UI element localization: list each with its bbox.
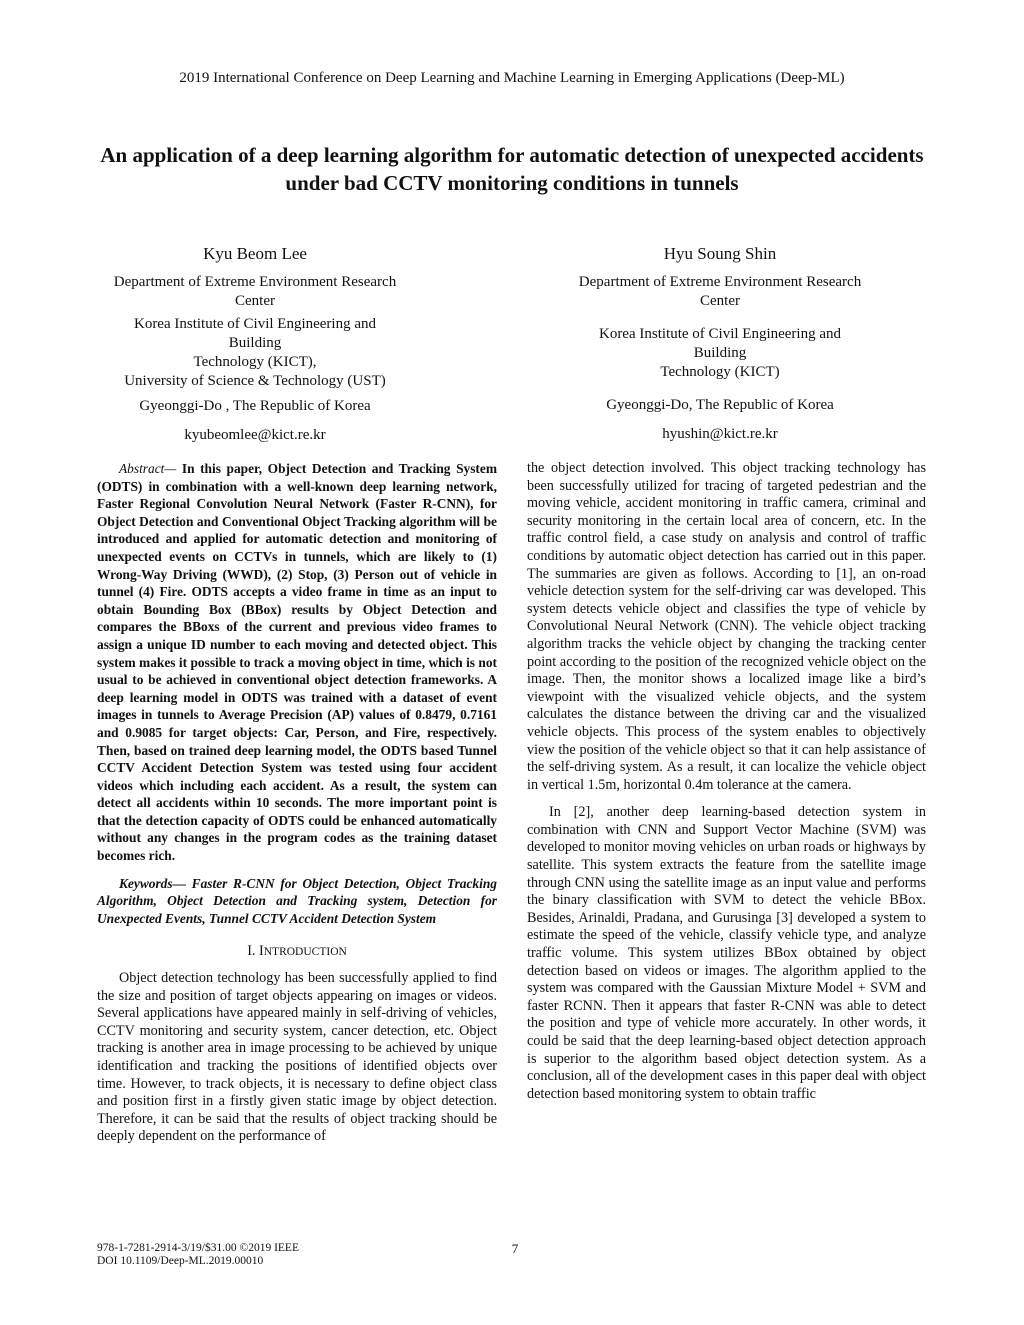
author-institution: Korea Institute of Civil Engineering and Building [133, 316, 377, 351]
author-block-2 [575, 244, 865, 444]
author-name: Hyu Soung Shin [663, 244, 777, 263]
body-paragraph: the object detection involved. This object tracking technology has been successfully utilized for tracing of targeted pedestrian and the moving vehicle, accident monitoring in traffic camera, criminal and security monitoring in the certain local area of concern, etc. In the traffic control field, a case study on analysis and control of traffic conditions by automatic object detection has carried out in this paper. The summaries are given as follows. According to [1], an on-road vehicle detection system for the self-driving car was developed. This system detects vehicle object and classifies the type of vehicle by Convolutional Neural Network (CNN). The vehicle object tracking algorithm tracks the vehicle object by changing the tracking center point according to the position of the recognized vehicle object on the image. Then, the monitor shows a localized image like a bird’s viewpoint with the visualized vehicle objects, and the system calculates the distance between the driving car and the visualized vehicle objects. This process of the system enables to objectively view the position of the vehicle object so that it can help assistance of the self-driving system. As a result, it can localize the vehicle object in vertical 1.5m, horizontal 0.4m tolerance at the camera. [527, 460, 926, 793]
section-heading-introduction [97, 943, 497, 962]
right-column [527, 460, 926, 1103]
keywords-label: Keywords— [119, 875, 186, 891]
intro-paragraph: Object detection technology has been successfully applied to find the size and position of target objects appearing on images or videos. Several applications have appeared mainly in self-driving of vehicles, CCTV monitoring and security system, cancer detection, etc. Object tracking is another area in image processing to be achieved by unique identification and tracking the positions of identified objects over time. However, to track objects, it is necessary to define object class and position first in a firstly given static image by object detection. Therefore, it can be said that the results of object tracking should be deeply dependent on the performance of [97, 970, 497, 1145]
author-location: Gyeonggi-Do , The Republic of Korea [139, 398, 371, 414]
footer-copyright [97, 1242, 397, 1268]
footer-doi[interactable]: DOI 10.1109/Deep-ML.2019.00010 [97, 1255, 264, 1267]
author-location: Gyeonggi-Do, The Republic of Korea [606, 397, 834, 413]
conference-header: 2019 International Conference on Deep Learning and Machine Learning in Emerging Applications (Deep-ML) [179, 70, 845, 86]
author-email[interactable]: hyushin@kict.re.kr [662, 426, 778, 442]
author-institution: Technology (KICT) [660, 364, 780, 380]
page-number: 7 [511, 1241, 519, 1256]
section-title-initial: I [259, 943, 264, 960]
paper-title: An application of a deep learning algorithm for automatic detection of unexpected accidents under bad CCTV monitoring conditions in tunnels [100, 143, 924, 195]
body-paragraph: In [2], another deep learning-based detection system in combination with CNN and Support Vector Machine (SVM) was developed to monitor moving vehicles on urban roads or highways by satellite. This system extracts the feature from the satellite image through CNN using the satellite image as an input value and performs the binary classification with SVM to detect the vehicle BBox. Besides, Arinaldi, Pradana, and Gurusinga [3] developed a system to estimate the speed of the vehicle, classify vehicle type, and analyze traffic volume. This system utilizes BBox obtained by object detection based on videos or images. The algorithm applied to the system was compared with the Gaussian Mixture Model + SVM and faster RCNN. Then it appears that faster R-CNN was able to detect the position and type of vehicle more accurately. In other words, it could be said that the deep learning-based object detection approach is superior to the algorithm based object detection system. As a conclusion, all of the development cases in this paper deal with object detection based monitoring system to obtain traffic [527, 804, 926, 1102]
abstract [97, 460, 497, 865]
keywords [97, 875, 497, 928]
author-institution: Technology (KICT), [193, 354, 317, 370]
left-column [97, 460, 497, 1146]
keywords-text: Faster R-CNN for Object Detection, Object Tracking Algorithm, Object Detection and Tracking system, Detection for Unexpected Events, Tunnel CCTV Accident Detection System [97, 875, 497, 926]
author-department: Department of Extreme Environment Research Center [578, 274, 862, 309]
section-title-rest: NTRODUCTION [263, 946, 347, 959]
abstract-label: Abstract— [119, 461, 177, 476]
author-email[interactable]: kyubeomlee@kict.re.kr [184, 427, 326, 443]
author-name: Kyu Beom Lee [203, 244, 307, 263]
section-number: I. [247, 943, 256, 960]
footer-isbn: 978-1-7281-2914-3/19/$31.00 ©2019 IEEE [97, 1242, 299, 1254]
author-institution: Korea Institute of Civil Engineering and Building [598, 326, 842, 361]
author-university: University of Science & Technology (UST) [124, 373, 386, 389]
abstract-text: In this paper, Object Detection and Tracking System (ODTS) in combination with a well-known deep learning network, Faster Regional Convolution Neural Network (Faster R-CNN), for Object Detection and Conventional Object Tracking algorithm will be introduced and applied for automatic detection and monitoring of unexpected events on CCTVs in tunnels, which are likely to (1) Wrong-Way Driving (WWD), (2) Stop, (3) Person out of vehicle in tunnel (4) Fire. ODTS accepts a video frame in time as an input to obtain Bounding Box (BBox) results by Object Detection and compares the BBoxs of the current and previous video frames to assign a unique ID number to each moving and detected object. This system makes it possible to track a moving object in time, which is not usual to be achieved in conventional object detection frameworks. A deep learning model in ODTS was trained with a dataset of event images in tunnels to Average Precision (AP) values of 0.8479, 0.7161 and 0.9085 for target objects: Car, Person, and Fire, respectively. Then, based on trained deep learning model, the ODTS based Tunnel CCTV Accident Detection System was tested using four accident videos which including each accident. As a result, the system can detect all accidents within 10 seconds. The more important point is that the detection capacity of ODTS could be enhanced automatically without any changes in the program codes as the training dataset becomes rich. [97, 461, 497, 864]
author-block-1 [110, 244, 400, 445]
author-department: Department of Extreme Environment Research Center [113, 274, 397, 309]
